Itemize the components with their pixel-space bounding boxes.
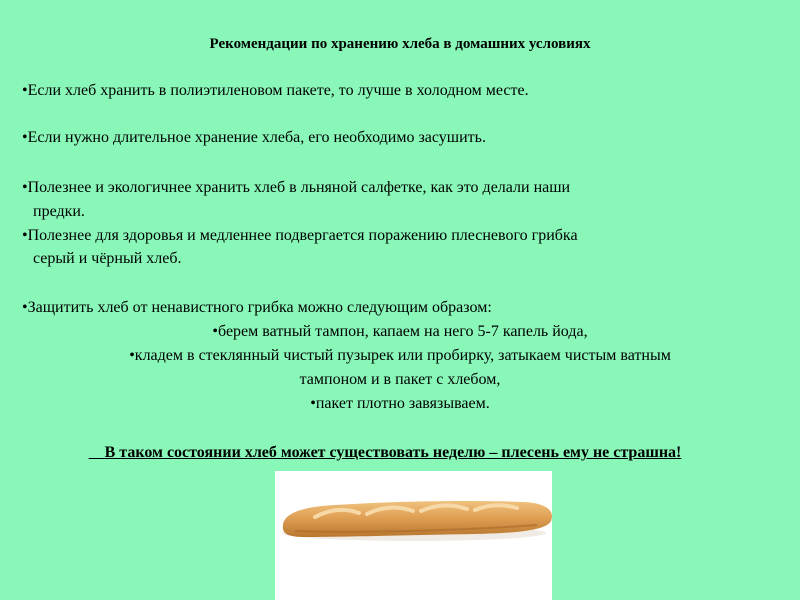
bullet-grey-black-bread-cont: серый и чёрный хлеб. — [33, 250, 182, 267]
baguette-image — [275, 471, 552, 600]
bullet-protect-fungus: •Защитить хлеб от ненавистного грибка можно следующим образом: — [22, 299, 492, 316]
baguette-illustration — [275, 471, 552, 600]
bullet-linen-napkin-cont: предки. — [33, 203, 85, 220]
bullet-linen-napkin: •Полезнее и экологичнее хранить хлеб в льняной салфетке, как это делали наши — [22, 179, 571, 196]
bullet-drying: •Если нужно длительное хранение хлеба, его необходимо засушить. — [22, 129, 486, 146]
step-glass-vial: •кладем в стеклянный чистый пузырек или пробирку, затыкаем чистым ватным — [129, 347, 671, 364]
step-cotton-iodine: •берем ватный тампон, капаем на него 5-7 капель йода, — [212, 323, 588, 340]
slide-title: Рекомендации по хранению хлеба в домашних условиях — [209, 36, 591, 52]
step-tie-bag: •пакет плотно завязываем. — [310, 395, 490, 412]
closing-note: В таком состоянии хлеб может существовать неделю – плесень ему не страшна! — [88, 444, 682, 461]
step-glass-vial-cont: тампоном и в пакет с хлебом, — [299, 371, 501, 388]
bullet-plastic-bag: •Если хлеб хранить в полиэтиленовом пакете, то лучше в холодном месте. — [22, 82, 529, 99]
bullet-grey-black-bread: •Полезнее для здоровья и медленнее подвергается поражению плесневого грибка — [22, 227, 578, 244]
